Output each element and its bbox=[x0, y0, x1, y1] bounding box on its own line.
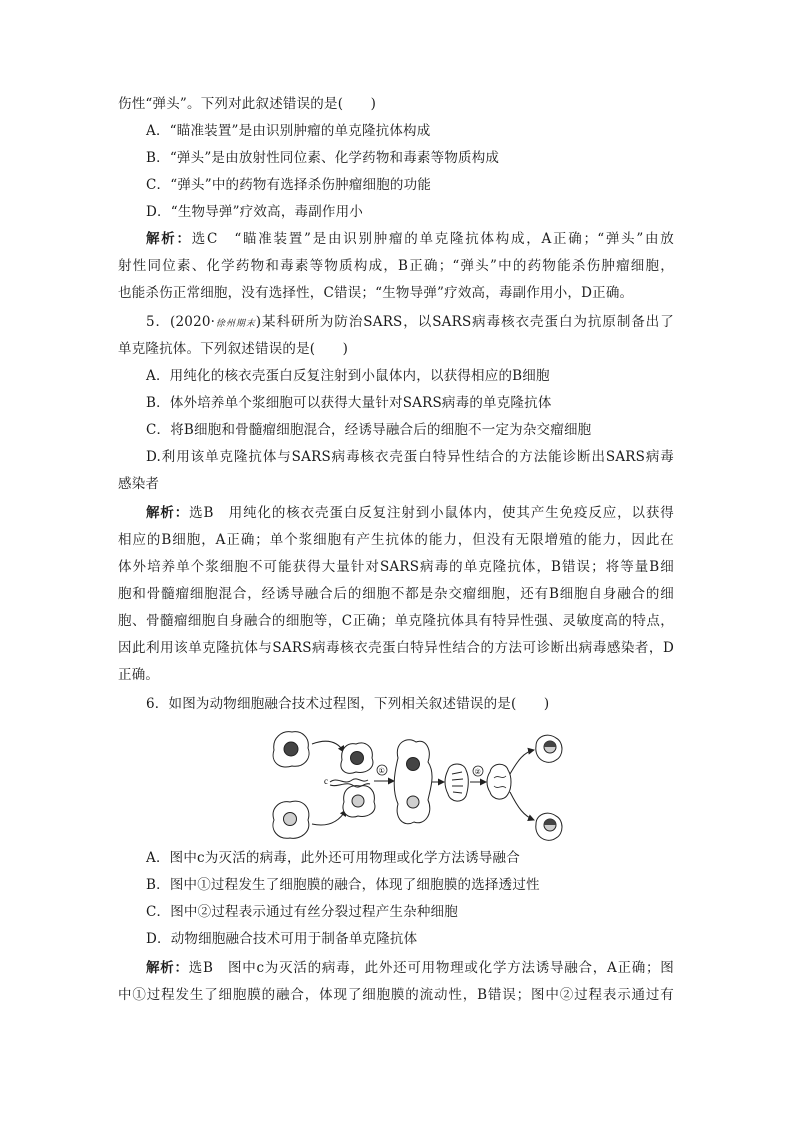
q5-option-b: B．体外培养单个浆细胞可以获得大量针对SARS病毒的单克隆抗体 bbox=[146, 395, 552, 411]
q5-option-c: C．将B细胞和骨髓瘤细胞混合，经诱导融合后的细胞不一定为杂交瘤细胞 bbox=[146, 422, 592, 438]
virus-icon bbox=[330, 779, 368, 782]
q5-explanation-line: 相应的B细胞，A正确；单个浆细胞有产生抗体的能力，但没有无限增殖的能力，因此在 bbox=[118, 532, 674, 548]
q6-explanation-line: 中①过程发生了细胞膜的融合，体现了细胞膜的流动性，B错误；图中②过程表示通过有 bbox=[118, 987, 674, 1003]
q5-explanation-label: 解析： bbox=[146, 505, 190, 521]
cell-b-approach-icon bbox=[343, 786, 375, 817]
q4-option-b: B．“弹头”是由放射性同位素、化学药物和毒素等物质构成 bbox=[146, 150, 500, 166]
q6-option-c: C．图中②过程表示通过有丝分裂过程产生杂种细胞 bbox=[146, 904, 458, 920]
q5-explanation-line: 胞和骨髓瘤细胞混合，经诱导融合后的细胞不都是杂交瘤细胞，还有B细胞自身融合的细 bbox=[118, 586, 674, 602]
q5-stem-text: )某科研所为防治SARS，以SARS病毒核衣壳蛋白为抗原制备出了 bbox=[255, 314, 674, 330]
cell-b-icon bbox=[273, 801, 309, 838]
q5-explanation-line: 因此利用该单克隆抗体与SARS病毒核衣壳蛋白特异性结合的方法可诊断出病毒感染者，D bbox=[118, 640, 674, 656]
label-step-2: ② bbox=[474, 768, 481, 776]
q6-explanation-label: 解析： bbox=[146, 960, 189, 976]
q4-option-c: C．“弹头”中的药物有选择杀伤肿瘤细胞的功能 bbox=[146, 177, 432, 193]
q4-explanation-label: 解析： bbox=[146, 231, 192, 247]
arrow-icon bbox=[312, 810, 346, 825]
q5-explanation-line: 体外培养单个浆细胞不可能获得大量针对SARS病毒的单克隆抗体，B错误；将等量B细 bbox=[118, 559, 674, 575]
arrow-icon bbox=[510, 750, 534, 774]
q6-option-a: A．图中c为灭活的病毒，此外还可用物理或化学方法诱导融合 bbox=[146, 850, 520, 866]
q6-option-b: B．图中①过程发生了细胞膜的融合，体现了细胞膜的选择透过性 bbox=[146, 877, 540, 893]
cell-a-approach-icon bbox=[341, 743, 373, 773]
q6-stem: 6．如图为动物细胞融合技术过程图，下列相关叙述错误的是( ) bbox=[146, 696, 550, 712]
q4-explanation-text: 选C “瞄准装置”是由识别肿瘤的单克隆抗体构成，A正确；“弹头”由放 bbox=[191, 231, 674, 247]
q6-option-d: D．动物细胞融合技术可用于制备单克隆抗体 bbox=[146, 931, 418, 947]
q5-option-d-cont: 感染者 bbox=[118, 476, 160, 492]
cell-a-icon bbox=[273, 732, 309, 767]
q5-explanation-text: 选B 用纯化的核衣壳蛋白反复注射到小鼠体内，使其产生免疫反应，以获得 bbox=[189, 505, 674, 521]
label-step-1: ① bbox=[378, 767, 385, 775]
q6-explanation-line bbox=[146, 958, 674, 978]
q5-source: 徐州期末 bbox=[215, 319, 256, 329]
label-c: c bbox=[324, 776, 328, 786]
q6-explanation-text: 选B 图中c为灭活的病毒，此外还可用物理或化学方法诱导融合，A正确；图 bbox=[188, 960, 674, 976]
q5-option-d: D.利用该单克隆抗体与SARS病毒核衣壳蛋白特异性结合的方法能诊断出SARS病毒 bbox=[146, 449, 674, 465]
q5-option-a: A．用纯化的核衣壳蛋白反复注射到小鼠体内，以获得相应的B细胞 bbox=[146, 368, 550, 384]
q5-number: 5．(2020· bbox=[146, 314, 216, 330]
q5-explanation-line bbox=[146, 503, 674, 523]
q4-option-d: D．“生物导弹”疗效高，毒副作用小 bbox=[146, 204, 364, 220]
q4-stem: 伤性“弹头”。下列对此叙述错误的是( ) bbox=[118, 96, 377, 112]
cell-fusion-diagram bbox=[268, 728, 564, 844]
q4-explanation-line bbox=[146, 229, 674, 249]
q4-option-a: A．“瞄准装置”是由识别肿瘤的单克隆抗体构成 bbox=[146, 123, 431, 139]
q4-explanation-line: 也能杀伤正常细胞，没有选择性，C错误；“生物导弹”疗效高，毒副作用小，D正确。 bbox=[118, 285, 634, 301]
q5-explanation-line: 胞、骨髓瘤细胞自身融合的细胞等，C正确；单克隆抗体具有特异性强、灵敏度高的特点， bbox=[118, 613, 674, 629]
q5-stem-line: 单克隆抗体。下列叙述错误的是( ) bbox=[118, 341, 349, 357]
dividing-cell-icon bbox=[445, 764, 468, 801]
hybrid-cell-top-icon bbox=[536, 735, 562, 762]
arrow-icon bbox=[312, 741, 344, 752]
q5-stem-line bbox=[146, 312, 674, 334]
hybrid-cell-bottom-icon bbox=[536, 813, 562, 840]
q4-explanation-line: 射性同位素、化学药物和毒素等物质构成，B正确；“弹头”中的药物能杀伤肿瘤细胞， bbox=[118, 258, 674, 274]
cleaving-cell-icon bbox=[487, 764, 511, 799]
q5-explanation-line: 正确。 bbox=[118, 667, 160, 683]
arrow-icon bbox=[510, 792, 534, 820]
fused-cell-icon bbox=[394, 740, 432, 824]
